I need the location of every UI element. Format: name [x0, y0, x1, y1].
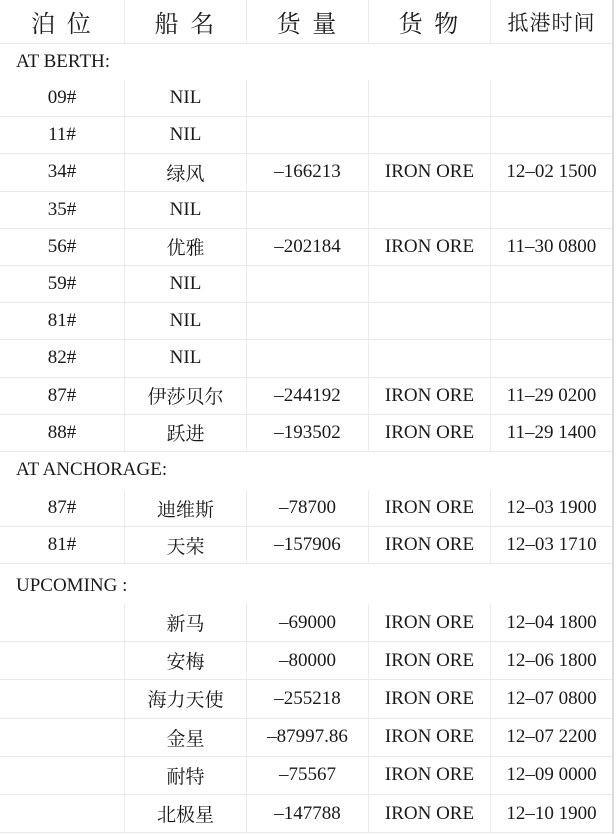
cell-vessel: 安梅: [124, 642, 246, 680]
cell-eta: 12–07 0800: [490, 680, 612, 718]
cell-berth: [0, 642, 124, 680]
table-row: [0, 192, 616, 229]
cell-vessel: NIL: [124, 266, 246, 303]
cell-vessel: 北极星: [124, 795, 246, 833]
cell-eta: 11–30 0800: [490, 229, 612, 266]
cell-cargo: IRON ORE: [368, 680, 490, 718]
cell-berth: 82#: [0, 340, 124, 377]
cell-berth: [0, 719, 124, 757]
cell-eta: [490, 192, 612, 229]
cell-berth: [0, 757, 124, 795]
table-row: [0, 303, 616, 340]
table-row: [0, 719, 616, 757]
cell-berth: 56#: [0, 229, 124, 266]
cell-berth: [0, 795, 124, 833]
cell-eta: 11–29 1400: [490, 415, 612, 452]
cell-vessel: NIL: [124, 192, 246, 229]
cell-eta: 12–03 1710: [490, 527, 612, 564]
table-row: [0, 680, 616, 718]
cell-vessel: 海力天使: [124, 680, 246, 718]
cell-quantity: [246, 340, 368, 377]
table-row: [0, 378, 616, 415]
cell-vessel: NIL: [124, 340, 246, 377]
cell-quantity: [246, 303, 368, 340]
table-row: [0, 80, 616, 117]
cell-berth: 88#: [0, 415, 124, 452]
cell-vessel: NIL: [124, 303, 246, 340]
header-berth: 泊 位: [0, 0, 124, 44]
cell-cargo: [368, 266, 490, 303]
cell-eta: [490, 303, 612, 340]
cell-quantity: –147788: [246, 795, 368, 833]
section-at-anchorage: AT ANCHORAGE:: [16, 459, 168, 480]
cell-vessel: 迪维斯: [124, 490, 246, 527]
cell-eta: [490, 340, 612, 377]
cell-berth: 11#: [0, 117, 124, 154]
table-row: [0, 757, 616, 795]
cell-berth: 81#: [0, 527, 124, 564]
cell-vessel: NIL: [124, 117, 246, 154]
cell-eta: 11–29 0200: [490, 378, 612, 415]
cell-quantity: –78700: [246, 490, 368, 527]
cell-berth: 09#: [0, 80, 124, 117]
cell-vessel: 优雅: [124, 229, 246, 266]
cell-quantity: –166213: [246, 154, 368, 191]
cell-cargo: [368, 340, 490, 377]
cell-eta: 12–09 0000: [490, 757, 612, 795]
cell-berth: 34#: [0, 154, 124, 191]
cell-cargo: IRON ORE: [368, 229, 490, 266]
cell-cargo: IRON ORE: [368, 154, 490, 191]
cell-berth: 87#: [0, 490, 124, 527]
table-row: [0, 154, 616, 191]
cell-quantity: [246, 80, 368, 117]
cell-berth: 81#: [0, 303, 124, 340]
cell-eta: 12–06 1800: [490, 642, 612, 680]
cell-eta: 12–04 1800: [490, 604, 612, 642]
cell-quantity: –87997.86: [246, 719, 368, 757]
cell-berth: 59#: [0, 266, 124, 303]
cell-eta: [490, 117, 612, 154]
cell-cargo: IRON ORE: [368, 642, 490, 680]
cell-vessel: 天荣: [124, 527, 246, 564]
cell-eta: 12–03 1900: [490, 490, 612, 527]
cell-cargo: IRON ORE: [368, 604, 490, 642]
cell-eta: 12–10 1900: [490, 795, 612, 833]
table-row: [0, 604, 616, 642]
table-row: [0, 266, 616, 303]
cell-vessel: 跃进: [124, 415, 246, 452]
cell-quantity: –244192: [246, 378, 368, 415]
header-cargo: 货 物: [368, 0, 490, 44]
table-row: [0, 490, 616, 527]
cell-quantity: [246, 117, 368, 154]
table-row: [0, 340, 616, 377]
cell-eta: [490, 80, 612, 117]
cell-berth: 35#: [0, 192, 124, 229]
cell-quantity: [246, 266, 368, 303]
cell-vessel: 耐特: [124, 757, 246, 795]
cell-cargo: IRON ORE: [368, 757, 490, 795]
cell-eta: [490, 266, 612, 303]
header-vessel: 船 名: [124, 0, 246, 44]
cell-vessel: 金星: [124, 719, 246, 757]
cell-eta: 12–02 1500: [490, 154, 612, 191]
cell-quantity: [246, 192, 368, 229]
section-at-berth: AT BERTH:: [16, 51, 111, 72]
cell-quantity: –75567: [246, 757, 368, 795]
cell-vessel: NIL: [124, 80, 246, 117]
table-row: [0, 642, 616, 680]
table-row: [0, 415, 616, 452]
cell-vessel: 绿风: [124, 154, 246, 191]
cell-quantity: –157906: [246, 527, 368, 564]
cell-quantity: –69000: [246, 604, 368, 642]
header-eta: 抵港时间: [490, 0, 612, 44]
cell-cargo: [368, 303, 490, 340]
cell-cargo: IRON ORE: [368, 490, 490, 527]
cell-eta: 12–07 2200: [490, 719, 612, 757]
cell-cargo: [368, 117, 490, 154]
cell-berth: [0, 604, 124, 642]
cell-cargo: [368, 80, 490, 117]
cell-quantity: –193502: [246, 415, 368, 452]
cell-cargo: [368, 192, 490, 229]
cell-cargo: IRON ORE: [368, 719, 490, 757]
cell-quantity: –80000: [246, 642, 368, 680]
cell-quantity: –255218: [246, 680, 368, 718]
table-row: [0, 117, 616, 154]
cell-vessel: 新马: [124, 604, 246, 642]
cell-cargo: IRON ORE: [368, 415, 490, 452]
table-row: [0, 527, 616, 564]
cell-berth: [0, 680, 124, 718]
cell-cargo: IRON ORE: [368, 527, 490, 564]
cell-berth: 87#: [0, 378, 124, 415]
table-row: [0, 795, 616, 833]
cell-cargo: IRON ORE: [368, 378, 490, 415]
table-row: [0, 229, 616, 266]
cell-quantity: –202184: [246, 229, 368, 266]
header-row: [0, 0, 616, 44]
cell-vessel: 伊莎贝尔: [124, 378, 246, 415]
header-quantity: 货 量: [246, 0, 368, 44]
section-upcoming: UPCOMING :: [16, 575, 128, 596]
cell-cargo: IRON ORE: [368, 795, 490, 833]
